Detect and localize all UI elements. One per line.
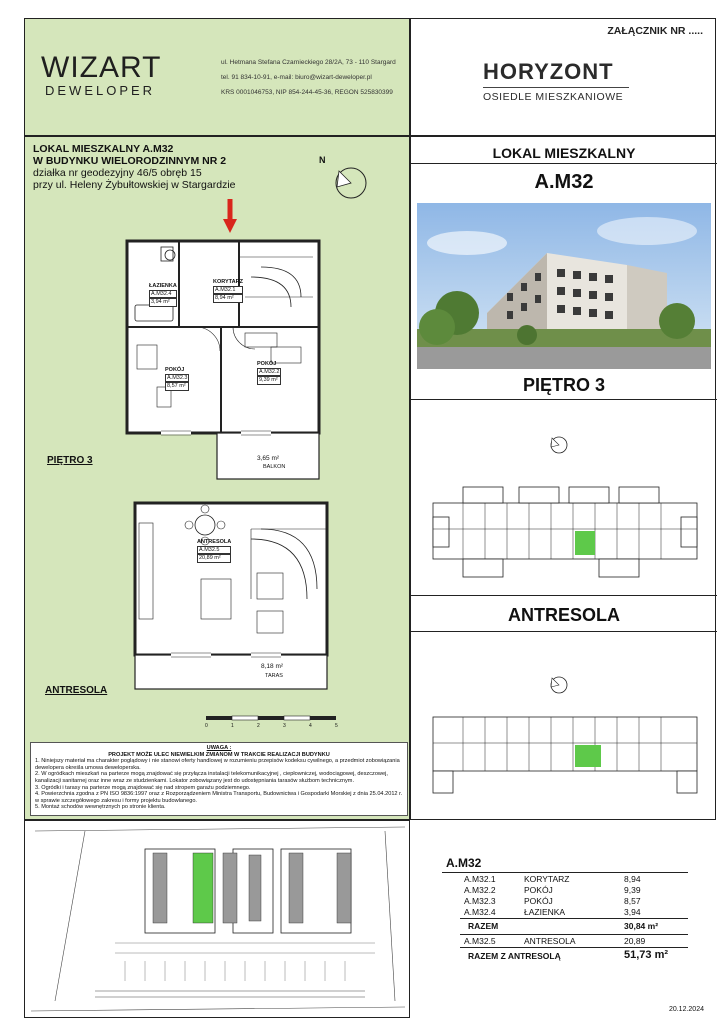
building-rendering	[417, 203, 711, 369]
room-corridor-label	[213, 279, 243, 303]
company-contact: tel. 91 834-10-91, e-mail: biuro@wizart-deweloper.pl	[221, 74, 372, 81]
room-bathroom-label	[149, 283, 177, 307]
scale-5: 5	[335, 723, 338, 729]
table-row-code: A.M32.4	[464, 907, 496, 917]
room-name: POKÓJ	[257, 361, 277, 367]
note-item: 4. Powierzchnia zgodna z PN ISO 9836:1997 oraz z Rozporządzeniem Ministra Transportu, Budownictwa i Gospodarki Morskiej z dnia 25.04.2012 r. w sprawie szczegółowego zakresu i formy projektu budowlanego.	[35, 791, 403, 804]
table-row-area: 8,57	[624, 896, 641, 906]
floor-label: PIĘTRO 3	[47, 455, 93, 466]
table-row-name: POKÓJ	[524, 896, 553, 906]
note-item: 2. W ogródkach mieszkań na parterze mogą znajdować się przyłącza instalacji telekomunikacyjnej , ciepłowniczej, wodociągowej, deszczowej, kanalizacji sanitarnej oraz inne wraz ze studzienkami. Lokator zobowiązany jest do udostępniania tarasów służbom technicznym.	[35, 771, 388, 784]
table-row-code: A.M32.2	[464, 885, 496, 895]
attachment-number: ZAŁĄCZNIK NR .....	[607, 25, 703, 37]
notes-box	[30, 742, 408, 816]
room-area: 3,94 m²	[149, 298, 177, 307]
unit-code-title: A.M32	[534, 171, 594, 193]
project-subtitle: OSIEDLE MIESZKANIOWE	[483, 91, 624, 103]
unit-plot: działka nr geodezyjny 46/5 obręb 15	[33, 167, 202, 179]
room-code: A.M32.3	[167, 374, 188, 381]
scale-bar	[205, 715, 365, 723]
site-highlight	[193, 853, 213, 923]
scale-4: 4	[309, 723, 312, 729]
mezz-separator-bottom	[411, 631, 717, 632]
north-arrow-small-icon	[545, 671, 571, 695]
floor-separator	[411, 399, 717, 400]
key-plan-mezzanine	[429, 707, 701, 797]
table-row-name: ŁAZIENKA	[524, 907, 566, 917]
room-code: A.M32.1	[213, 286, 243, 295]
table-rule	[442, 872, 688, 873]
room-area: 20,89 m²	[197, 554, 231, 563]
table-row-name: ANTRESOLA	[524, 936, 576, 946]
notes-title: UWAGA :	[206, 745, 232, 751]
balcony-name: BALKON	[263, 464, 286, 470]
table-row-area: 9,39	[624, 885, 641, 895]
room-name: ŁAZIENKA	[149, 283, 177, 289]
table-row-area: 20,89	[624, 936, 646, 946]
key-plan-mezzanine-title: ANTRESOLA	[508, 605, 620, 625]
table-title: A.M32	[446, 856, 482, 870]
area-table	[440, 850, 692, 968]
header-company	[24, 18, 410, 136]
room-bedroom-1-label	[165, 367, 189, 391]
room-area: 8,57 m²	[165, 382, 189, 391]
notes-subtitle: PROJEKT MOŻE ULEC NIEWIELKIM ZMIANOM W TRAKCIE REALIZACJI BUDYNKU	[108, 751, 330, 758]
title-divider	[483, 87, 629, 88]
note-item: 3. Ogródki i tarasy na parterze mogą znajdować się nad stropem garażu podziemnego.	[35, 784, 251, 791]
document-date: 20.12.2024	[668, 1006, 704, 1013]
company-address: ul. Hetmana Stefana Czarnieckiego 28/2A, 73 - 110 Stargard	[221, 59, 396, 66]
north-arrow-small-icon	[545, 431, 571, 455]
floor-plan-drawing	[121, 237, 331, 481]
info-panel	[410, 136, 716, 820]
title-separator	[411, 163, 717, 164]
table-rule	[460, 947, 688, 948]
site-plan	[24, 820, 410, 1018]
entrance-arrow-icon	[223, 199, 237, 235]
scale-0: 0	[205, 723, 208, 729]
unit-heading: LOKAL MIESZKALNY A.M32	[33, 143, 174, 155]
table-row-name: KORYTARZ	[524, 874, 570, 884]
table-row-code: A.M32.3	[464, 896, 496, 906]
scale-1: 1	[231, 723, 234, 729]
unit-highlight	[575, 745, 601, 767]
room-mezzanine-label	[197, 539, 231, 563]
table-row-name: POKÓJ	[524, 885, 553, 895]
terrace-name: TARAS	[265, 673, 283, 679]
company-registry: KRS 0001046753, NIP 854-244-45-36, REGON 525830399	[221, 89, 393, 96]
room-area: 9,39 m²	[257, 376, 281, 385]
room-name: ANTRESOLA	[197, 539, 232, 545]
unit-building: W BUDYNKU WIELORODZINNYM NR 2	[33, 155, 227, 167]
table-rule	[460, 934, 688, 935]
table-rule	[460, 918, 688, 919]
table-row-code: A.M32.5	[464, 936, 496, 946]
north-label: N	[319, 155, 326, 165]
balcony-area: 3,65 m²	[257, 455, 280, 462]
grand-total-value: 51,73 m²	[624, 949, 669, 961]
total-label: RAZEM	[468, 921, 499, 931]
room-code: A.M32.5	[197, 546, 231, 555]
room-code: A.M32.4	[149, 290, 177, 299]
scale-2: 2	[257, 723, 260, 729]
project-title: HORYZONT	[483, 59, 614, 84]
unit-street: przy ul. Heleny Żybułtowskiej w Stargardzie	[33, 179, 236, 191]
total-value: 30,84 m²	[624, 921, 659, 931]
room-code: A.M32.2	[259, 368, 280, 375]
company-logo-subtitle: DEWELOPER	[45, 83, 156, 98]
note-item: 5. Montaż schodów wewnętrznych po stronie klienta.	[35, 804, 166, 811]
note-item: 1. Niniejszy materiał ma charakter poglądowy i nie stanowi oferty handlowej w rozumieniu przepisów kodeksu cywilnego, a przedmiot zobowiązania dewelopera określa umowa deweloperska.	[35, 758, 400, 771]
key-plan-floor-3	[429, 483, 701, 583]
mezzanine-plan-drawing	[131, 499, 331, 693]
table-row-area: 8,94	[624, 874, 641, 884]
table-row-code: A.M32.1	[464, 874, 496, 884]
scale-3: 3	[283, 723, 286, 729]
header-project	[410, 18, 716, 136]
north-arrow-icon	[331, 161, 371, 207]
room-name: POKÓJ	[165, 367, 185, 373]
room-area: 8,94 m²	[213, 294, 243, 303]
grand-total-label: RAZEM Z ANTRESOLĄ	[468, 951, 561, 961]
unit-highlight	[575, 531, 595, 555]
unit-type-title: LOKAL MIESZKALNY	[492, 145, 636, 161]
table-row-area: 3,94	[624, 907, 641, 917]
terrace-area: 8,18 m²	[261, 663, 284, 670]
company-logo: WIZART	[41, 51, 162, 84]
mezzanine-label: ANTRESOLA	[45, 685, 108, 696]
room-bedroom-2-label	[257, 361, 281, 385]
key-plan-floor-title: PIĘTRO 3	[522, 375, 606, 395]
mezz-separator-top	[411, 595, 717, 596]
floor-plan-panel	[24, 136, 410, 820]
room-name: KORYTARZ	[213, 279, 243, 285]
